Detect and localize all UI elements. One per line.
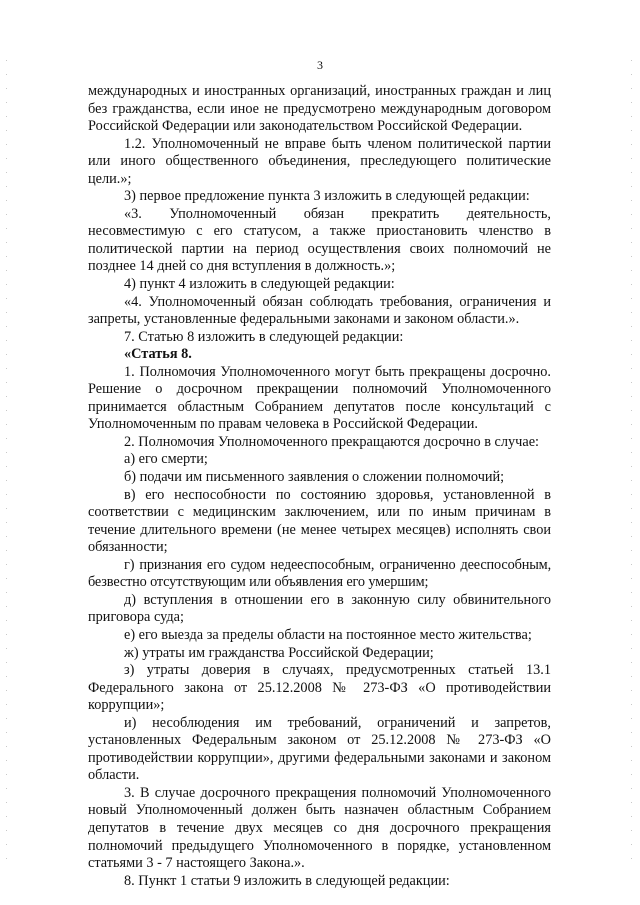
- article-8-point-2: 2. Полномочия Уполномоченного прекращаются досрочно в случае:: [124, 433, 540, 450]
- article-8-point-1: 1. Полномочия Уполномоченного могут быть прекращены досрочно. Решение о досрочном прекращении полномочий Уполномоченного принимается областным Собранием депутатов после консультаций с Уполномоченным по правам человека в Российской Федерации.: [88, 363, 551, 433]
- subpoint-zh: ж) утраты им гражданства Российской Федерации;: [124, 644, 434, 661]
- paragraph-amendment-3: 3) первое предложение пункта 3 изложить в следующей редакции:: [124, 188, 530, 205]
- article-8-point-3: 3. В случае досрочного прекращения полномочий Уполномоченного новый Уполномоченный должен быть назначен областным Собранием депутатов в течение двух месяцев со дня досрочного прекращения полномочий предыдущего Уполномоченного в порядке, установленном статьями 3 - 7 настоящего Закона.».: [88, 784, 551, 872]
- paragraph-point-3-text: «3. Уполномоченный обязан прекратить деятельность, несовместимую с его статусом, а также приостановить членство в политической партии на период осуществления своих полномочий не позднее 14 дней со дня вступления в должность.»;: [88, 205, 551, 275]
- article-8-heading: «Статья 8.: [124, 346, 192, 363]
- paragraph-amendment-4: 4) пункт 4 изложить в следующей редакции:: [124, 276, 395, 293]
- subpoint-i: и) несоблюдения им требований, ограничений и запретов, установленных Федеральным законом от 25.12.2008 № 273-ФЗ «О противодействии коррупции», другими федеральными законами и законом области.: [88, 714, 551, 784]
- paragraph-point-4-text: «4. Уполномоченный обязан соблюдать требования, ограничения и запреты, установленные федеральными законами и законом области.».: [88, 293, 551, 328]
- paragraph-1-2: 1.2. Уполномоченный не вправе быть членом политической партии или иного общественного объединения, преследующего политические цели.»;: [88, 135, 551, 187]
- subpoint-v: в) его неспособности по состоянию здоровья, установленной в соответствии с медицинским заключением, или по иным причинам в течение длительного времени (не менее четырех месяцев) исполнять свои обязанности;: [88, 486, 551, 556]
- scan-edge-left: [6, 60, 7, 865]
- document-body: [88, 83, 551, 890]
- scan-edge-right: [631, 60, 632, 865]
- paragraph-item-8: 8. Пункт 1 статьи 9 изложить в следующей редакции:: [124, 872, 450, 889]
- subpoint-a: а) его смерти;: [124, 451, 208, 468]
- subpoint-b: б) подачи им письменного заявления о сложении полномочий;: [124, 469, 505, 486]
- subpoint-e: е) его выезда за пределы области на постоянное место жительства;: [124, 626, 532, 643]
- paragraph-continuation: международных и иностранных организаций, иностранных граждан и лиц без гражданства, если иное не предусмотрено международным договором Российской Федерации или законодательством Российской Федерации.: [88, 83, 551, 135]
- subpoint-g: г) признания его судом недееспособным, ограниченно дееспособным, безвестно отсутствующим или объявления его умершим;: [88, 556, 551, 591]
- subpoint-z: з) утраты доверия в случаях, предусмотренных статьей 13.1 Федерального закона от 25.12.2008 № 273-ФЗ «О противодействии коррупции»;: [88, 662, 551, 714]
- paragraph-item-7: 7. Статью 8 изложить в следующей редакции:: [124, 328, 404, 345]
- page-number: 3: [317, 58, 323, 72]
- subpoint-d: д) вступления в отношении его в законную силу обвинительного приговора суда;: [88, 591, 551, 626]
